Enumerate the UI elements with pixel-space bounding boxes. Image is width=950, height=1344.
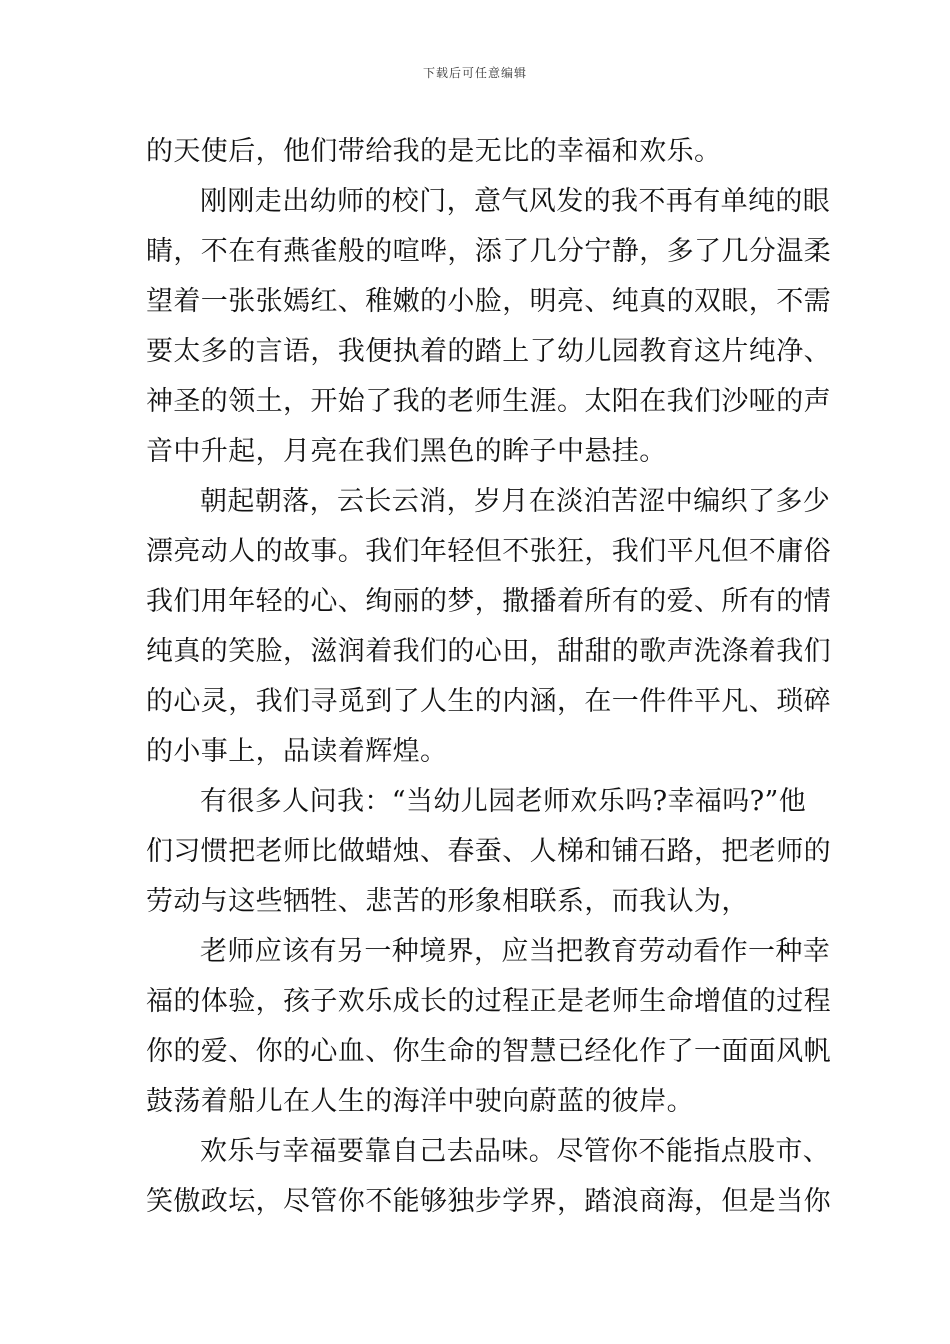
text-line: 朝起朝落，云长云消，岁月在淡泊苦涩中编织了多少 (200, 486, 831, 517)
text-line: 老师应该有另一种境界，应当把教育劳动看作一种幸 (200, 936, 831, 967)
text-line: 望着一张张嫣红、稚嫩的小脸，明亮、纯真的双眼，不需 (146, 286, 831, 317)
text-line: 刚刚走出幼师的校门，意气风发的我不再有单纯的眼 (200, 186, 831, 217)
text-line: 漂亮动人的故事。我们年轻但不张狂，我们平凡但不庸俗 (146, 536, 831, 567)
text-line: 音中升起，月亮在我们黑色的眸子中悬挂。 (146, 436, 667, 467)
text-line: 要太多的言语，我便执着的踏上了幼儿园教育这片纯净、 (146, 336, 831, 367)
text-line: 有很多人问我：“当幼儿园老师欢乐吗?幸福吗?”他 (200, 786, 807, 817)
page-header: 下载后可任意编辑 (422, 66, 527, 80)
text-line: 笑傲政坛，尽管你不能够独步学界，踏浪商海，但是当你 (146, 1186, 831, 1217)
text-line: 的小事上，品读着辉煌。 (146, 736, 448, 767)
text-line: 纯真的笑脸，滋润着我们的心田，甜甜的歌声洗涤着我们 (146, 636, 831, 667)
text-line: 们习惯把老师比做蜡烛、春蚕、人梯和铺石路，把老师的 (146, 836, 831, 867)
text-line: 福的体验，孩子欢乐成长的过程正是老师生命增值的过程 (146, 986, 831, 1017)
text-line: 神圣的领土，开始了我的老师生涯。太阳在我们沙哑的声 (146, 386, 831, 417)
text-line: 欢乐与幸福要靠自己去品味。尽管你不能指点股市、 (200, 1136, 831, 1167)
text-line: 的天使后，他们带给我的是无比的幸福和欢乐。 (146, 136, 722, 167)
body-text (146, 127, 831, 1227)
text-line: 鼓荡着船儿在人生的海洋中驶向蔚蓝的彼岸。 (146, 1086, 694, 1117)
text-line: 你的爱、你的心血、你生命的智慧已经化作了一面面风帆 (146, 1036, 831, 1067)
text-line: 睛，不在有燕雀般的喧哗，添了几分宁静，多了几分温柔 (146, 236, 831, 267)
text-line: 劳动与这些牺牲、悲苦的形象相联系，而我认为， (146, 886, 749, 917)
text-line: 的心灵，我们寻觅到了人生的内涵，在一件件平凡、琐碎 (146, 686, 831, 717)
text-line: 我们用年轻的心、绚丽的梦，撒播着所有的爱、所有的情 (146, 586, 831, 617)
